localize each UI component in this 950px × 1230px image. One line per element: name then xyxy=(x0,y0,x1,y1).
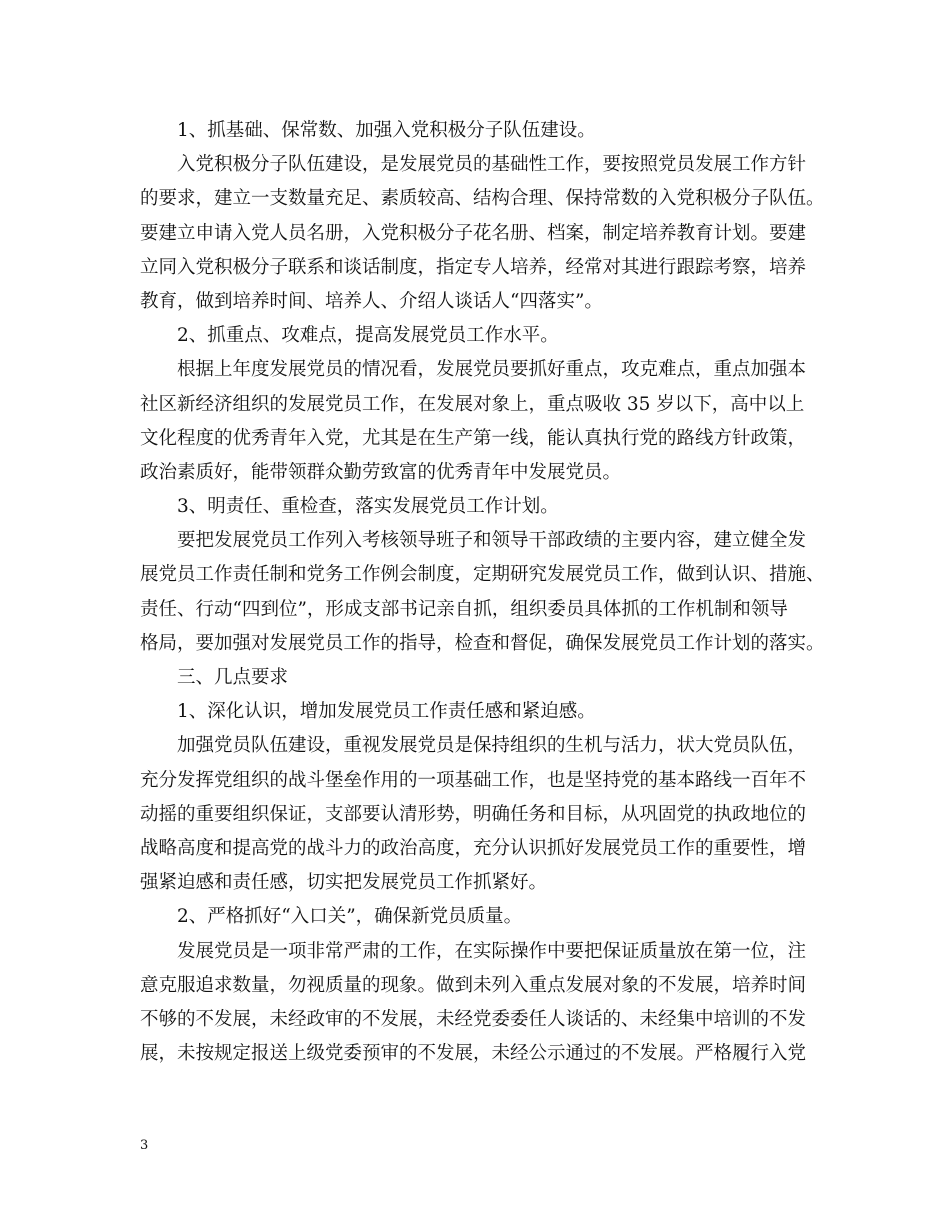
paragraph-line: 教育，做到培养时间、培养人、介绍人谈话人“四落实”。 xyxy=(140,290,603,312)
heading-2: 2、严格抓好“入口关”，确保新党员质量。 xyxy=(177,906,523,928)
paragraph-line: 不够的不发展，未经政审的不发展，未经党委委任人谈话的、未经集中培训的不发 xyxy=(140,1008,807,1030)
section-heading: 三、几点要求 xyxy=(177,667,289,688)
paragraph-line: 要建立申请入党人员名册，入党积极分子花名册、档案，制定培养教育计划。要建 xyxy=(140,222,807,244)
paragraph-line: 政治素质好，能带领群众勤劳致富的优秀青年中发展党员。 xyxy=(140,461,622,483)
page-number: 3 xyxy=(140,1138,149,1153)
paragraph-line: 战略高度和提高党的战斗力的政治高度，充分认识抓好发展党员工作的重要性，增 xyxy=(140,837,807,859)
paragraph-line: 入党积极分子队伍建设，是发展党员的基础性工作，要按照党员发展工作方针 xyxy=(177,154,807,176)
heading-1: 1、抓基础、保常数、加强入党积极分子队伍建设。 xyxy=(177,120,596,141)
heading-2: 2、抓重点、攻难点，提高发展党员工作水平。 xyxy=(177,325,559,347)
paragraph-line: 责任、行动“四到位”，形成支部书记亲自抓，组织委员具体抓的工作机制和领导 xyxy=(140,598,788,620)
paragraph-line: 意克服追求数量，勿视质量的现象。做到未列入重点发展对象的不发展，培养时间 xyxy=(140,974,807,996)
paragraph-line: 强紧迫感和责任感，切实把发展党员工作抓紧好。 xyxy=(140,872,548,894)
paragraph-line: 要把发展党员工作列入考核领导班子和领导干部政绩的主要内容，建立健全发 xyxy=(177,530,807,552)
paragraph-line: 根据上年度发展党员的情况看，发展党员要抓好重点，攻克难点，重点加强本 xyxy=(177,359,807,381)
heading-1: 1、深化认识，增加发展党员工作责任感和紧迫感。 xyxy=(177,701,596,723)
paragraph-line: 动摇的重要组织保证，支部要认清形势，明确任务和目标，从巩固党的执政地位的 xyxy=(140,803,807,825)
paragraph-line: 发展党员是一项非常严肃的工作，在实际操作中要把保证质量放在第一位，注 xyxy=(177,940,807,962)
paragraph-line: 展党员工作责任制和党务工作例会制度，定期研究发展党员工作，做到认识、措施、 xyxy=(140,564,825,586)
paragraph-line: 加强党员队伍建设，重视发展党员是保持组织的生机与活力，状大党员队伍， xyxy=(177,735,807,757)
document-body xyxy=(140,114,830,1071)
paragraph-line: 充分发挥党组织的战斗堡垒作用的一项基础工作，也是坚持党的基本路线一百年不 xyxy=(140,769,807,791)
paragraph-line: 的要求，建立一支数量充足、素质较高、结构合理、保持常数的入党积极分子队伍。 xyxy=(140,188,825,210)
paragraph-line: 社区新经济组织的发展党员工作，在发展对象上，重点吸收 35 岁以下，高中以上 xyxy=(140,393,805,415)
heading-3: 3、明责任、重检查，落实发展党员工作计划。 xyxy=(177,496,559,518)
paragraph-line: 立同入党积极分子联系和谈话制度，指定专人培养，经常对其进行跟踪考察，培养 xyxy=(140,256,807,278)
paragraph-line: 格局，要加强对发展党员工作的指导，检查和督促，确保发展党员工作计划的落实。 xyxy=(140,632,825,654)
paragraph-line: 文化程度的优秀青年入党，尤其是在生产第一线，能认真执行党的路线方针政策， xyxy=(140,427,807,449)
paragraph-line: 展，未按规定报送上级党委预审的不发展，未经公示通过的不发展。严格履行入党 xyxy=(140,1043,807,1065)
